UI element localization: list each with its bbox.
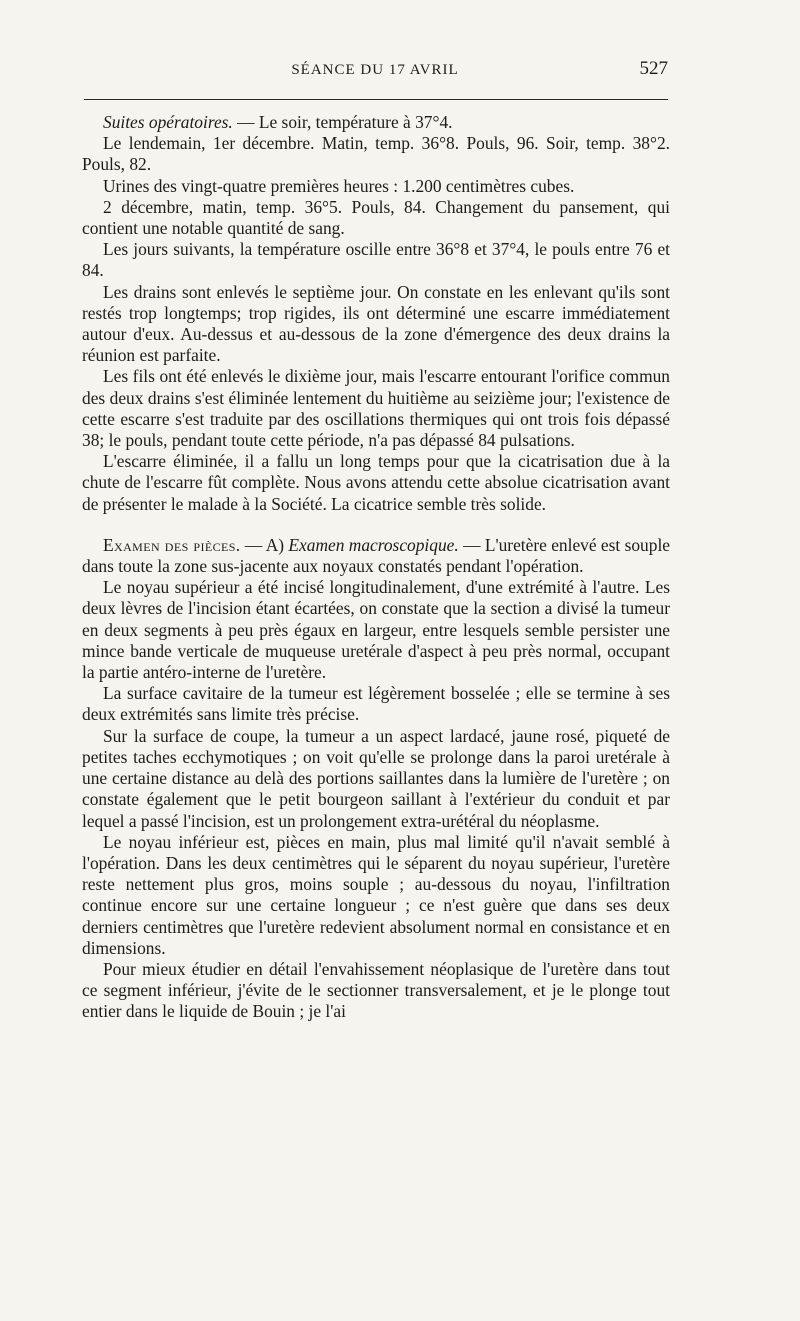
paragraph: Sur la surface de coupe, la tumeur a un aspect lardacé, jaune rosé, piqueté de petites taches ecchymotiques ; on voit qu'elle se prolonge dans la paroi uretérale à une certaine distance au delà des portions saillantes dans la lumière de l'uretère ; on constate également que le petit bourgeon saillant à l'extérieur du conduit et par lequel a passé l'incision, est un prolongement extra-urétéral du néoplasme. xyxy=(82,725,670,831)
body-text xyxy=(82,112,670,1023)
page-number: 527 xyxy=(639,58,668,79)
paragraph xyxy=(82,112,670,133)
paragraph: L'escarre éliminée, il a fallu un long temps pour que la cicatrisation due à la chute de l'escarre fût complète. Nous avons attendu cette absolue cicatrisation avant de présenter le malade à la Société. La cicatrice semble très solide. xyxy=(82,451,670,514)
running-head: SÉANCE DU 17 AVRIL xyxy=(291,62,459,78)
paragraph: Le noyau supérieur a été incisé longitudinalement, d'une extrémité à l'autre. Les deux lèvres de l'incision étant écartées, on constate que la section a divisé la tumeur en deux segments à peu près égaux en largeur, entre lesquels semble persister une mince bande verticale de muqueuse uretérale d'aspect à peu près normal, occupant la partie antéro-interne de l'uretère. xyxy=(82,577,670,683)
paragraph-text: — L'uretère enlevé est souple dans toute la zone sus-jacente aux noyaux constatés pendant l'opération. xyxy=(82,534,671,577)
paragraph: Pour mieux étudier en détail l'envahissement néoplasique de l'uretère dans tout ce segment inférieur, j'évite de le sectionner transversalement, et je le plonge tout entier dans le liquide de Bouin ; je l'ai xyxy=(82,958,670,1022)
paragraph: Urines des vingt-quatre premières heures : 1.200 centimètres cubes. xyxy=(103,175,575,196)
section-heading: Examen des pièces. xyxy=(103,534,241,555)
paragraph: Le noyau inférieur est, pièces en main, plus mal limité qu'il n'avait semblé à l'opération. Dans les deux centimètres qui le séparent du noyau supérieur, l'uretère reste nettement plus gros, moins souple ; au-dessous du noyau, l'infiltration continue encore sur une certaine longueur ; ce n'est guère que dans ses deux derniers centimètres que l'uretère redevient absolument normal en consistance et en dimensions. xyxy=(82,831,670,958)
paragraph: Les jours suivants, la température oscille entre 36°8 et 37°4, le pouls entre 76 et 84. xyxy=(82,239,670,281)
page-header xyxy=(82,56,668,86)
paragraph-lead: Suites opératoires. xyxy=(103,112,233,132)
paragraph: Le lendemain, 1er décembre. Matin, temp. 36°8. Pouls, 96. Soir, temp. 38°2. Pouls, 82. xyxy=(82,133,670,175)
paragraph: Les drains sont enlevés le septième jour. On constate en les enlevant qu'ils sont restés trop longtemps; trop rigides, ils ont déterminé une escarre immédiatement autour d'eux. Au-dessus et au-dessous de la zone d'émergence des deux drains la réunion est parfaite. xyxy=(82,281,670,366)
paragraph: La surface cavitaire de la tumeur est légèrement bosselée ; elle se termine à ses deux extrémités sans limite très précise. xyxy=(82,683,670,725)
paragraph-text: — Le soir, température à 37°4. xyxy=(232,112,453,132)
header-rule xyxy=(84,99,668,100)
paragraph-text: — A) xyxy=(240,534,289,555)
paragraph: 2 décembre, matin, temp. 36°5. Pouls, 84. Changement du pansement, qui contient une notable quantité de sang. xyxy=(82,196,670,239)
section-gap xyxy=(82,515,670,535)
subsection-heading: Examen macroscopique. xyxy=(288,534,459,555)
paragraph xyxy=(82,535,670,577)
paragraph: Les fils ont été enlevés le dixième jour, mais l'escarre entourant l'orifice commun des deux drains s'est éliminée lentement du huitième au seizième jour; l'existence de cette escarre s'est traduite par des oscillations thermiques qui ont trois fois dépassé 38; le pouls, pendant toute cette période, n'a pas dépassé 84 pulsations. xyxy=(82,366,670,451)
